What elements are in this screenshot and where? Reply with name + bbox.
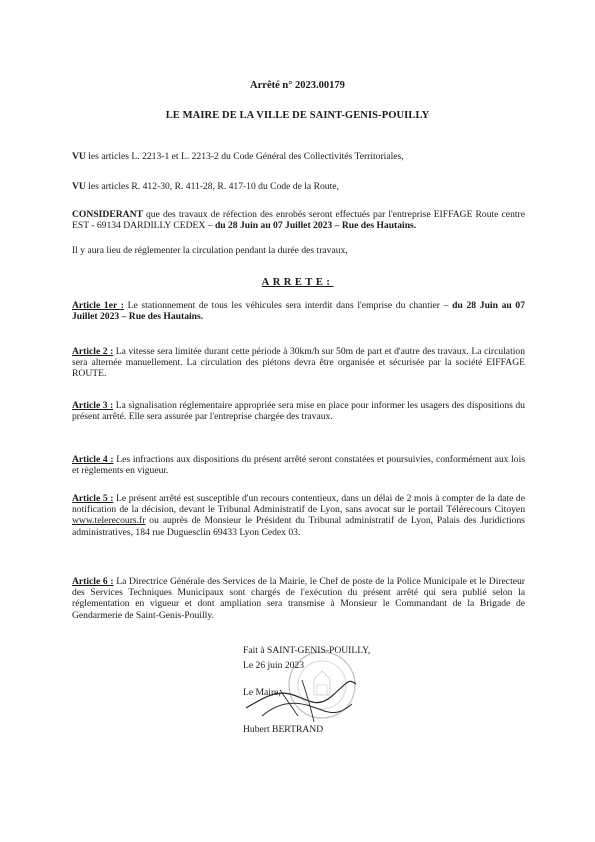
vu-lead: VU (72, 181, 86, 192)
arrete-heading: ARRETE: (261, 277, 334, 288)
article-4-text: Les infractions aux dispositions du présent arrêté seront constatées et poursuivies, conformément aux lois et règlements en vigueur. (72, 454, 525, 477)
article-5-text-end: ou auprès de Monsieur le Président du Tribunal administratif de Lyon, Palais des Juridictions administratives, 184 rue Duguesclin 69433 Lyon Cedex 03. (72, 515, 525, 538)
article-2 (72, 346, 525, 380)
decree-number: Arrêté n° 2023.00179 (250, 80, 345, 91)
article-1 (72, 300, 525, 322)
article-5-text: Le présent arrêté est susceptible d'un recours contentieux, dans un délai de 2 mois à compter de la date de notification de la décision, devant le Tribunal Administratif de Lyon, sans avocat sur le portail Télérecours Citoyen (72, 493, 525, 516)
considerant-lead: CONSIDERANT (72, 209, 143, 220)
article-3-label: Article 3 : (72, 400, 114, 411)
article-3 (72, 400, 525, 422)
article-6-label: Article 6 : (72, 576, 114, 587)
signatory-name: Hubert BERTRAND (243, 724, 324, 735)
article-1-dates: du 28 Juin au 07 Juillet 2023 – Rue des Hautains. (72, 300, 525, 323)
vu-text: les articles L. 2213-1 et L. 2213-2 du Code Général des Collectivités Territoriales, (85, 151, 404, 162)
signatory-role: Le Maire, (243, 687, 281, 698)
article-5-label: Article 5 : (72, 493, 114, 504)
article-6-text: La Directrice Générale des Services de la Mairie, le Chef de poste de la Police Municipale et le Directeur des Services Techniques Municipaux sont chargés de l'exécution du présent arrêté qui sera publié selon la réglementation en vigueur et dont ampliation sera transmise à Monsieur le Commandant de la Brigade de Gendarmerie de Saint-Genis-Pouilly. (72, 576, 525, 621)
place-of-signature: Fait à SAINT-GENIS-POUILLY, (243, 645, 371, 656)
vu-lead: VU (72, 151, 86, 162)
telerecours-link[interactable]: www.telerecours.fr (72, 515, 146, 527)
article-1-label: Article 1er : (72, 300, 124, 311)
article-3-text: La signalisation réglementaire appropriée sera mise en place pour informer les usagers des dispositions du présent arrêté. Elle sera assurée par l'entreprise chargée des travaux. (72, 400, 525, 423)
article-1-text: Le stationnement de tous les véhicules sera interdit dans l'emprise du chantier – (123, 300, 453, 311)
considerant-text: que des travaux de réfection des enrobés seront effectués par l'entreprise EIFFAGE Route centre EST - 69134 DARDILLY CEDEX – (72, 209, 525, 232)
considerant-paragraph (72, 209, 525, 231)
article-2-text: La vitesse sera limitée durant cette période à 30km/h sur 50m de part et d'autre des travaux. La circulation sera alternée manuellement. La circulation des piétons devra être organisée et sécurisée par la société EIFFAGE ROUTE. (72, 346, 525, 380)
article-4-label: Article 4 : (72, 454, 114, 465)
issuer-heading: LE MAIRE DE LA VILLE DE SAINT-GENIS-POUILLY (165, 110, 430, 121)
legal-basis-2 (72, 181, 525, 192)
article-6 (72, 576, 525, 621)
vu-text: les articles R. 412-30, R. 411-28, R. 417-10 du Code de la Route, (85, 181, 339, 192)
considerant-dates: du 28 Juin au 07 Juillet 2023 – Rue des Hautains. (214, 220, 417, 232)
article-4 (72, 454, 525, 476)
article-2-label: Article 2 : (72, 346, 114, 357)
regulation-need: Il y aura lieu de réglementer la circulation pendant la durée des travaux, (72, 245, 348, 256)
article-5 (72, 493, 525, 538)
legal-basis-1 (72, 151, 525, 162)
signature-date: Le 26 juin 2023 (243, 660, 305, 671)
